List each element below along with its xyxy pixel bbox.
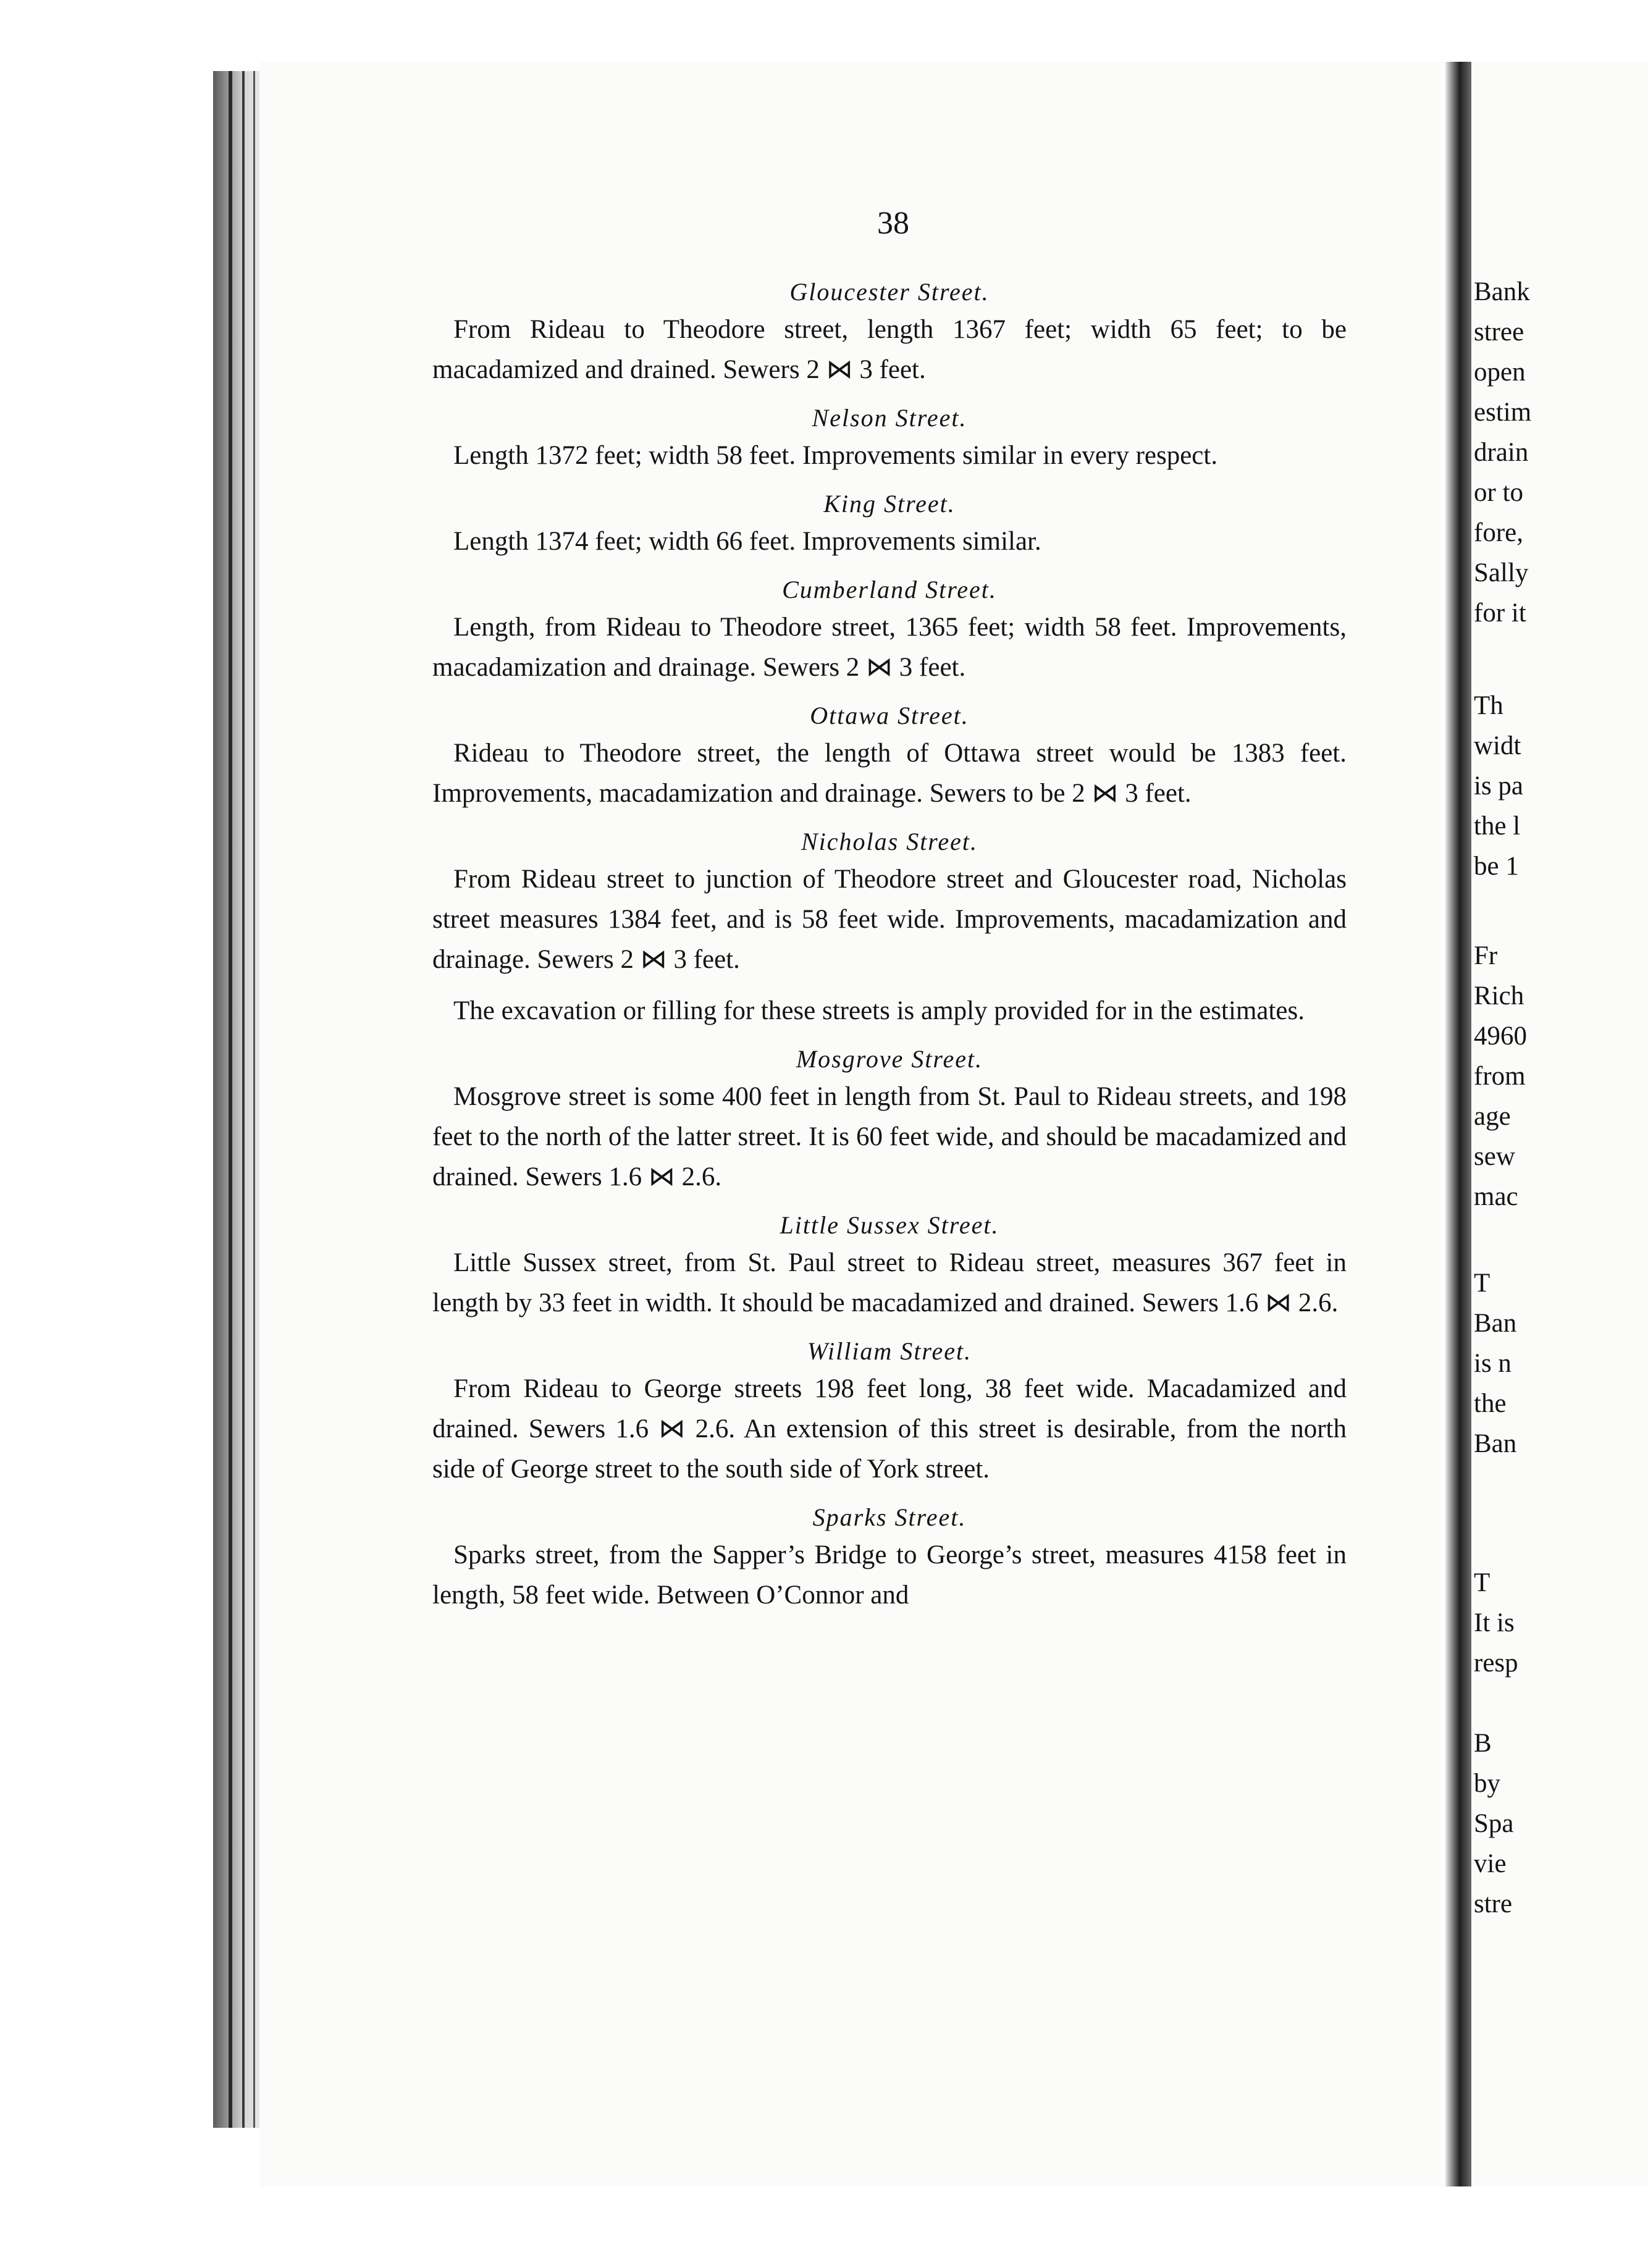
section-paragraph: Length, from Rideau to Theodore street, 1365 feet; width 58 feet. Improvements, macadamization and drainage. Sewers 2 ⋈ 3 feet. — [432, 613, 1347, 682]
right-page-line: Sally — [1474, 558, 1529, 587]
book-edge-shadow — [213, 71, 266, 2128]
right-page-line: drain — [1474, 438, 1529, 467]
right-page-line: stree — [1474, 317, 1524, 346]
right-page-line: the — [1474, 1389, 1507, 1418]
section-heading: Little Sussex Street. — [780, 1211, 999, 1239]
right-page-line: sew — [1474, 1142, 1515, 1171]
section-paragraph: Rideau to Theodore street, the length of Ottawa street would be 1383 feet. Improvements, macadamization and drainage. Sewers to be 2 ⋈ 3 feet. — [432, 739, 1347, 808]
section-heading: Gloucester Street. — [789, 278, 990, 306]
section-heading: Nelson Street. — [812, 404, 967, 432]
right-page-line: estim — [1474, 398, 1532, 427]
section-paragraph: From Rideau to George streets 198 feet long, 38 feet wide. Macadamized and drained. Sewers 1.6 ⋈ 2.6. An extension of this street is desirable, from the north side of George street to the south side of York street. — [432, 1374, 1347, 1484]
right-page-line: fore, — [1474, 518, 1523, 547]
section-paragraph: From Rideau street to junction of Theodore street and Gloucester road, Nicholas street measures 1384 feet, and is 58 feet wide. Improvements, macadamization and drainage. Sewers 2 ⋈ 3 feet. — [432, 865, 1347, 974]
right-page-line: is n — [1474, 1349, 1511, 1378]
gutter-shadow — [1445, 62, 1471, 2186]
right-page-line: It is — [1474, 1608, 1515, 1637]
right-page-line: the l — [1474, 812, 1521, 841]
right-page-line: Ban — [1474, 1309, 1517, 1338]
right-page-line: age — [1474, 1102, 1511, 1131]
section-heading: Ottawa Street. — [810, 702, 969, 729]
section-paragraph: From Rideau to Theodore street, length 1367 feet; width 65 feet; to be macadamized and drained. Sewers 2 ⋈ 3 feet. — [432, 315, 1347, 384]
right-page-line: vie — [1474, 1849, 1507, 1878]
right-page-line: Spa — [1474, 1809, 1514, 1838]
section-heading: Mosgrove Street. — [796, 1045, 983, 1073]
book-edge-line — [242, 71, 245, 2128]
section-heading: William Street. — [807, 1337, 972, 1365]
right-page-line: for it — [1474, 598, 1526, 628]
text-column — [432, 275, 1347, 1626]
section-paragraph: Little Sussex street, from St. Paul street to Rideau street, measures 367 feet in length by 33 feet in width. It should be macadamized and drained. Sewers 1.6 ⋈ 2.6. — [432, 1248, 1347, 1317]
right-page-line: mac — [1474, 1182, 1518, 1211]
book-edge-line — [229, 71, 232, 2128]
right-page-line: 4960 — [1474, 1022, 1527, 1051]
right-page-line: T — [1474, 1568, 1490, 1597]
section-heading: King Street. — [823, 490, 956, 518]
right-page-line: Rich — [1474, 981, 1524, 1010]
right-page-line: Bank — [1474, 277, 1530, 306]
section-paragraph: The excavation or filling for these streets is amply provided for in the estimates. — [453, 996, 1305, 1025]
section-paragraph: Mosgrove street is some 400 feet in length from St. Paul to Rideau streets, and 198 feet to the north of the latter street. It is 60 feet wide, and should be macadamized and drained. Sewers 1.6 ⋈ 2.6. — [432, 1082, 1347, 1191]
section-heading: Cumberland Street. — [782, 576, 997, 603]
section-heading: Sparks Street. — [812, 1503, 967, 1531]
right-page-line: widt — [1474, 731, 1521, 760]
book-edge-line — [253, 71, 255, 2128]
right-page-line: open — [1474, 358, 1526, 387]
section-paragraph: Sparks street, from the Sapper’s Bridge to George’s street, measures 4158 feet in length, 58 feet wide. Between O’Connor and — [432, 1540, 1347, 1610]
right-page-line: Ban — [1474, 1429, 1517, 1458]
section-paragraph: Length 1374 feet; width 66 feet. Improvements similar. — [453, 527, 1041, 556]
right-page-line: from — [1474, 1062, 1526, 1091]
right-page-line: be 1 — [1474, 852, 1519, 881]
page-number: 38 — [877, 206, 909, 241]
right-page-line: stre — [1474, 1889, 1513, 1918]
right-page-line: is pa — [1474, 771, 1524, 800]
right-page-line: B — [1474, 1729, 1492, 1758]
right-page-line: or to — [1474, 478, 1524, 507]
right-page-line: T — [1474, 1269, 1490, 1298]
right-page-line: resp — [1474, 1648, 1518, 1678]
section-paragraph: Length 1372 feet; width 58 feet. Improvements similar in every respect. — [453, 441, 1218, 470]
right-page-line: Fr — [1474, 941, 1498, 970]
right-page-line: by — [1474, 1769, 1500, 1798]
section-heading: Nicholas Street. — [801, 828, 978, 855]
right-page-line: Th — [1474, 691, 1503, 720]
